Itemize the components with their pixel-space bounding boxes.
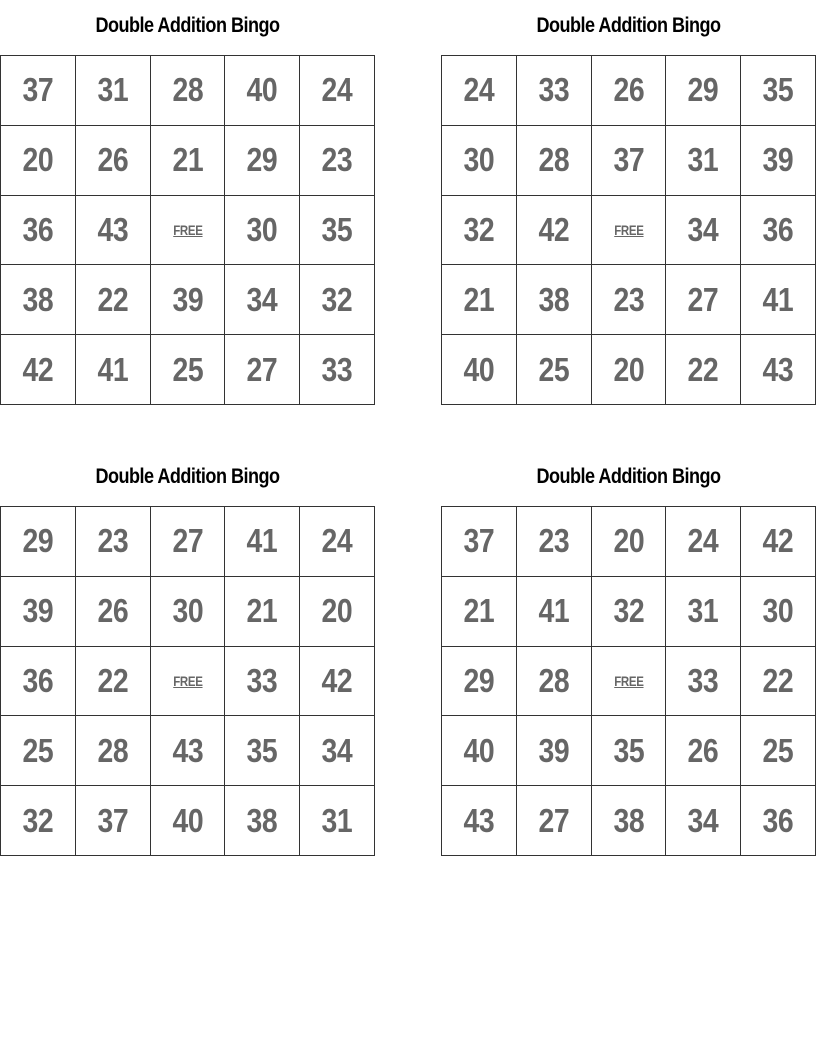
bingo-cell: [592, 56, 667, 126]
card-title: Double Addition Bingo: [536, 14, 721, 37]
bingo-cell: [666, 126, 741, 196]
bingo-cell: [741, 126, 816, 196]
bingo-cell: [225, 786, 300, 856]
bingo-cell: [225, 335, 300, 405]
bingo-cell: [76, 716, 151, 786]
bingo-cell: [300, 126, 375, 196]
cell-number: 43: [97, 210, 129, 248]
bingo-cell: [592, 265, 667, 335]
bingo-cell: [1, 56, 76, 126]
bingo-cell: [442, 716, 517, 786]
cell-number: 25: [172, 350, 203, 388]
bingo-cell: [300, 716, 375, 786]
bingo-cell: [225, 507, 300, 577]
cell-number: 25: [22, 731, 54, 769]
cell-number: 35: [321, 210, 353, 248]
cell-number: 43: [172, 731, 203, 769]
bingo-cell: [1, 507, 76, 577]
bingo-cell: [225, 126, 300, 196]
bingo-cell: [666, 786, 741, 856]
cell-number: 24: [687, 522, 719, 560]
bingo-cell: [517, 56, 592, 126]
bingo-cell: [76, 577, 151, 647]
bingo-cell: [76, 786, 151, 856]
cell-number: 30: [246, 210, 278, 248]
bingo-cell: [666, 577, 741, 647]
cell-number: 21: [463, 280, 495, 318]
cell-number: 36: [762, 210, 794, 248]
card-title: Double Addition Bingo: [536, 465, 721, 488]
bingo-cell: [442, 786, 517, 856]
bingo-cell: [741, 507, 816, 577]
bingo-cell: [741, 335, 816, 405]
cell-number: 32: [321, 280, 353, 318]
cell-number: 29: [463, 661, 495, 699]
cell-number: 41: [762, 280, 794, 318]
bingo-cell: [1, 577, 76, 647]
bingo-grid: [441, 55, 816, 405]
free-label: FREE: [172, 221, 203, 238]
bingo-cell: [151, 126, 226, 196]
bingo-cell: [76, 335, 151, 405]
cell-number: 23: [538, 522, 570, 560]
cell-number: 41: [538, 592, 570, 630]
bingo-cell: [517, 716, 592, 786]
bingo-grid: [0, 506, 375, 856]
cell-number: 33: [246, 661, 278, 699]
bingo-cell: [517, 196, 592, 266]
cell-number: 40: [463, 731, 495, 769]
bingo-cell: [517, 647, 592, 717]
cell-number: 40: [463, 350, 495, 388]
cell-number: 27: [687, 280, 719, 318]
bingo-cell: [225, 577, 300, 647]
cell-number: 41: [246, 522, 278, 560]
bingo-cell: [76, 507, 151, 577]
cell-number: 31: [687, 141, 719, 179]
bingo-cell: [592, 335, 667, 405]
bingo-cell: [741, 577, 816, 647]
cell-number: 37: [22, 71, 54, 109]
cell-number: 35: [762, 71, 794, 109]
bingo-cell: [225, 265, 300, 335]
cell-number: 26: [687, 731, 719, 769]
cell-number: 32: [22, 801, 54, 839]
cell-number: 20: [321, 592, 353, 630]
bingo-cell: [592, 577, 667, 647]
bingo-cell: [300, 786, 375, 856]
bingo-cell: [225, 716, 300, 786]
bingo-cell: [741, 786, 816, 856]
bingo-cell: [666, 56, 741, 126]
cell-number: 32: [613, 592, 644, 630]
free-label: FREE: [172, 672, 203, 689]
cell-number: 31: [321, 801, 353, 839]
cell-number: 24: [463, 71, 495, 109]
cell-number: 24: [321, 522, 353, 560]
bingo-cell: [517, 335, 592, 405]
cell-number: 34: [246, 280, 278, 318]
bingo-cell: [1, 265, 76, 335]
bingo-cell: [517, 786, 592, 856]
bingo-cell: [300, 335, 375, 405]
cell-number: 25: [538, 350, 570, 388]
bingo-cell: [76, 265, 151, 335]
bingo-card-2: [441, 0, 816, 405]
cell-number: 24: [321, 71, 353, 109]
cell-number: 35: [613, 731, 644, 769]
cell-number: 22: [762, 661, 794, 699]
cell-number: 38: [538, 280, 570, 318]
bingo-cell: [300, 647, 375, 717]
cell-number: 31: [687, 592, 719, 630]
bingo-cell: [1, 716, 76, 786]
cell-number: 26: [97, 141, 129, 179]
cell-number: 28: [97, 731, 129, 769]
bingo-cell: [76, 647, 151, 717]
bingo-cell: [225, 647, 300, 717]
cell-number: 32: [463, 210, 495, 248]
cell-number: 23: [97, 522, 129, 560]
bingo-cell: [666, 265, 741, 335]
bingo-grid: [0, 55, 375, 405]
bingo-cell: [300, 577, 375, 647]
cell-number: 42: [762, 522, 794, 560]
cell-number: 27: [246, 350, 278, 388]
cell-number: 40: [246, 71, 278, 109]
bingo-cell: [151, 335, 226, 405]
bingo-cell: [442, 265, 517, 335]
bingo-cell: [741, 56, 816, 126]
cell-number: 37: [97, 801, 129, 839]
bingo-cell: [442, 507, 517, 577]
cell-number: 29: [22, 522, 54, 560]
bingo-cell: [517, 507, 592, 577]
bingo-cell: [76, 196, 151, 266]
bingo-cell: [151, 716, 226, 786]
cell-number: 37: [463, 522, 495, 560]
bingo-cell: [442, 647, 517, 717]
cell-number: 21: [172, 141, 203, 179]
cell-number: 20: [613, 350, 644, 388]
bingo-cell: [517, 577, 592, 647]
bingo-cell: [151, 577, 226, 647]
cell-number: 28: [172, 71, 203, 109]
cell-number: 39: [538, 731, 570, 769]
cell-number: 37: [613, 141, 644, 179]
bingo-cell: [225, 56, 300, 126]
cell-number: 35: [246, 731, 278, 769]
bingo-cell: [1, 126, 76, 196]
card-title: Double Addition Bingo: [95, 465, 280, 488]
bingo-cell: [741, 647, 816, 717]
bingo-cell: [442, 577, 517, 647]
cell-number: 30: [762, 592, 794, 630]
free-space: [151, 647, 226, 717]
cell-number: 38: [22, 280, 54, 318]
cell-number: 38: [613, 801, 644, 839]
cell-number: 36: [762, 801, 794, 839]
cell-number: 22: [97, 661, 129, 699]
cell-number: 30: [463, 141, 495, 179]
cell-number: 29: [687, 71, 719, 109]
bingo-cell: [592, 507, 667, 577]
cell-number: 33: [687, 661, 719, 699]
cell-number: 20: [22, 141, 54, 179]
cell-number: 23: [613, 280, 644, 318]
bingo-cell: [592, 126, 667, 196]
bingo-cell: [300, 265, 375, 335]
cell-number: 31: [97, 71, 129, 109]
free-space: [592, 196, 667, 266]
cell-number: 28: [538, 141, 570, 179]
cell-number: 25: [762, 731, 794, 769]
bingo-cell: [76, 126, 151, 196]
cell-number: 26: [97, 592, 129, 630]
cell-number: 42: [321, 661, 353, 699]
cell-number: 40: [172, 801, 203, 839]
cell-number: 28: [538, 661, 570, 699]
cell-number: 36: [22, 661, 54, 699]
bingo-cell: [442, 56, 517, 126]
bingo-cell: [151, 265, 226, 335]
cell-number: 41: [97, 350, 129, 388]
bingo-card-1: [0, 0, 375, 405]
bingo-cell: [741, 196, 816, 266]
cell-number: 23: [321, 141, 353, 179]
cell-number: 38: [246, 801, 278, 839]
bingo-cell: [442, 335, 517, 405]
bingo-cell: [666, 647, 741, 717]
bingo-cell: [151, 56, 226, 126]
cell-number: 39: [762, 141, 794, 179]
cell-number: 21: [463, 592, 495, 630]
bingo-cell: [666, 507, 741, 577]
bingo-cell: [1, 335, 76, 405]
cell-number: 21: [246, 592, 278, 630]
bingo-cell: [666, 716, 741, 786]
bingo-card-3: [0, 451, 375, 856]
bingo-card-4: [441, 451, 816, 856]
bingo-cell: [592, 716, 667, 786]
card-title: Double Addition Bingo: [95, 14, 280, 37]
free-label: FREE: [613, 672, 644, 689]
bingo-cell: [1, 786, 76, 856]
bingo-cell: [442, 126, 517, 196]
cell-number: 43: [463, 801, 495, 839]
cell-number: 42: [538, 210, 570, 248]
bingo-cell: [300, 507, 375, 577]
bingo-cell: [442, 196, 517, 266]
cell-number: 29: [246, 141, 278, 179]
cell-number: 33: [538, 71, 570, 109]
cell-number: 22: [97, 280, 129, 318]
bingo-grid: [441, 506, 816, 856]
cell-number: 36: [22, 210, 54, 248]
cell-number: 34: [687, 210, 719, 248]
bingo-cell: [517, 126, 592, 196]
bingo-cell: [225, 196, 300, 266]
cell-number: 34: [687, 801, 719, 839]
bingo-cell: [1, 196, 76, 266]
cell-number: 39: [172, 280, 203, 318]
bingo-cell: [666, 335, 741, 405]
bingo-cell: [300, 196, 375, 266]
free-space: [592, 647, 667, 717]
cell-number: 27: [538, 801, 570, 839]
cell-number: 30: [172, 592, 203, 630]
cell-number: 26: [613, 71, 644, 109]
bingo-cell: [666, 196, 741, 266]
cell-number: 22: [687, 350, 719, 388]
free-label: FREE: [613, 221, 644, 238]
cell-number: 43: [762, 350, 794, 388]
bingo-cell: [1, 647, 76, 717]
bingo-cell: [151, 507, 226, 577]
cell-number: 34: [321, 731, 353, 769]
cell-number: 27: [172, 522, 203, 560]
bingo-cell: [76, 56, 151, 126]
cell-number: 39: [22, 592, 54, 630]
bingo-cell: [517, 265, 592, 335]
bingo-cell: [151, 786, 226, 856]
cell-number: 20: [613, 522, 644, 560]
bingo-cell: [741, 716, 816, 786]
free-space: [151, 196, 226, 266]
cell-number: 33: [321, 350, 353, 388]
bingo-cell: [592, 786, 667, 856]
bingo-cell: [300, 56, 375, 126]
bingo-cell: [741, 265, 816, 335]
cell-number: 42: [22, 350, 54, 388]
